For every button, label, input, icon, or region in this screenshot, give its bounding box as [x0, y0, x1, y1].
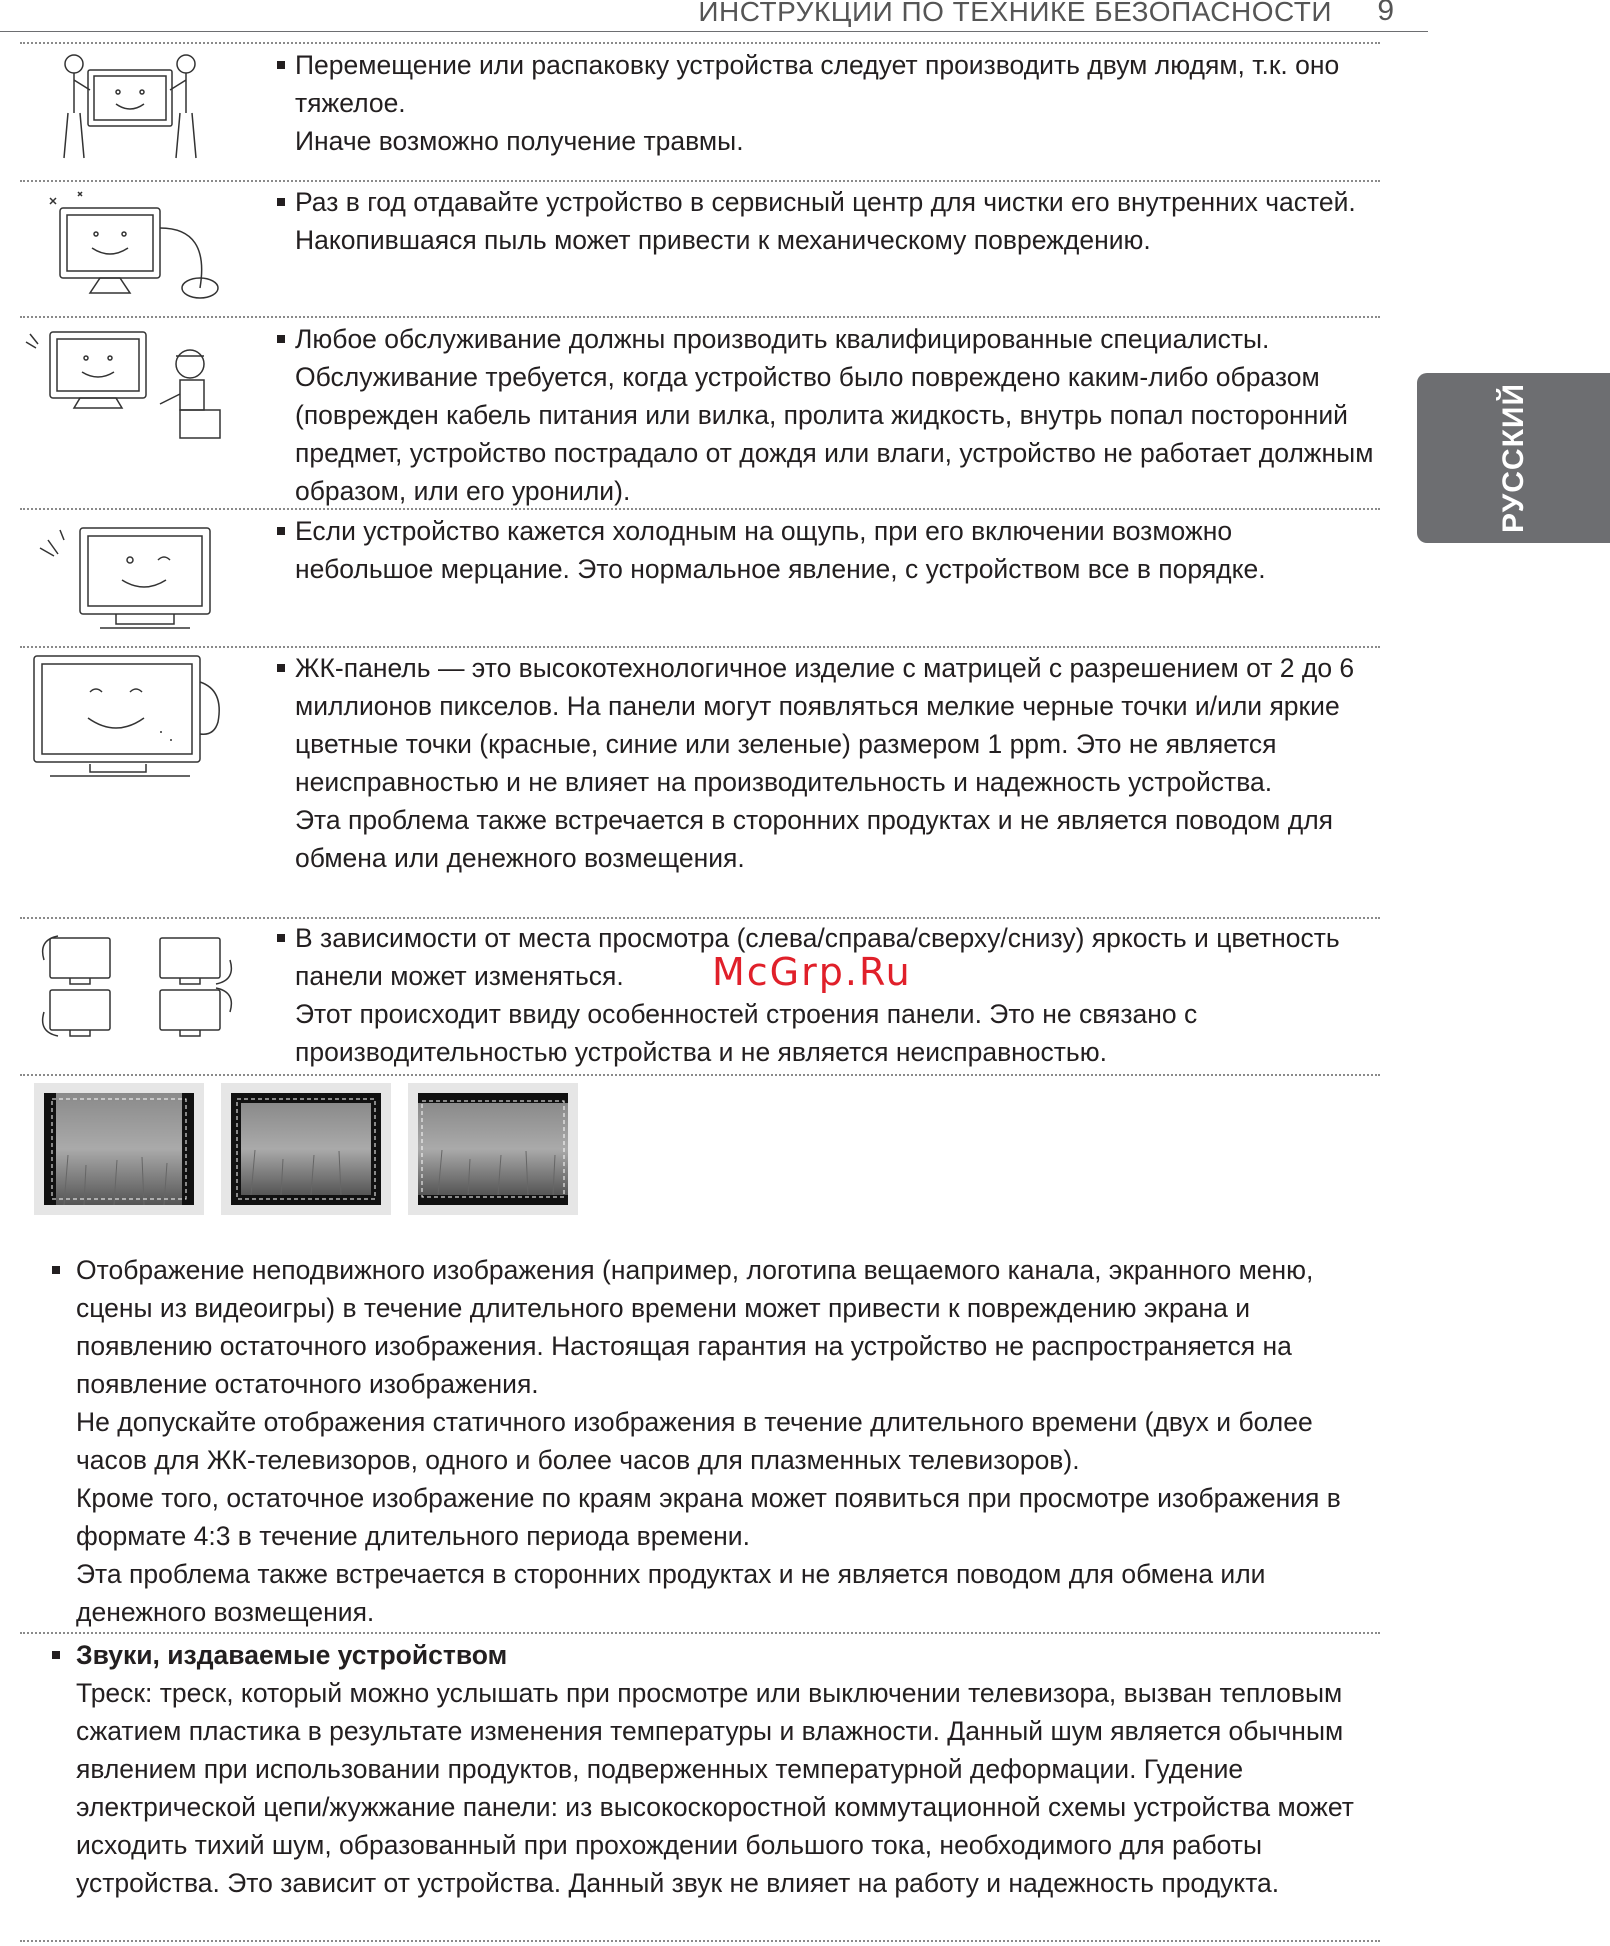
technician-service-illustration	[20, 324, 240, 449]
screen-sample-border-frame	[221, 1083, 391, 1215]
section-paragraph: Кроме того, остаточное изображение по краям экрана может появиться при просмотре изображения в формате 4:3 в течение длительного периода времени.	[76, 1483, 1341, 1551]
tv-vacuum-cleaning-illustration	[30, 188, 230, 313]
lcd-panel-pixels-illustration	[30, 652, 230, 787]
divider	[20, 1632, 1380, 1634]
safety-item	[295, 649, 1375, 877]
divider	[20, 1940, 1380, 1942]
safety-item	[295, 320, 1375, 510]
item-text: Иначе возможно получение травмы.	[295, 126, 744, 156]
divider	[20, 316, 1380, 318]
item-text: Эта проблема также встречается в сторонних продуктах и не является поводом для обмена или денежного возмещения.	[295, 805, 1334, 873]
item-text: Этот происходит ввиду особенностей строения панели. Это не связано с производительностью устройства и не является неисправностью.	[295, 999, 1198, 1067]
two-people-carrying-tv-illustration	[60, 50, 200, 170]
divider	[20, 180, 1380, 182]
sounds-section	[76, 1636, 1386, 1902]
watermark: McGrp.Ru	[712, 950, 912, 994]
item-text: В зависимости от места просмотра (слева/справа/сверху/снизу) яркость и цветность панели может изменяться.	[295, 919, 1375, 995]
safety-item	[295, 183, 1375, 259]
divider	[20, 646, 1380, 648]
item-text: Раз в год отдавайте устройство в сервисный центр для чистки его внутренних частей.	[295, 183, 1375, 221]
section-title: Звуки, издаваемые устройством	[76, 1636, 1386, 1674]
viewing-angle-illustration	[40, 930, 240, 1045]
section-paragraph: Отображение неподвижного изображения (например, логотипа вещаемого канала, экранного меню, сцены из видеоигры) в течение длительного времени может привести к повреждению экрана и появлению остаточного изображения. Настоящая гарантия на устройство не распространяется на появление остаточного изображения.	[76, 1251, 1386, 1403]
section-paragraph: Не допускайте отображения статичного изображения в течение длительного времени (двух и более часов для ЖК-телевизоров, одного и более часов для плазменных телевизоров).	[76, 1407, 1313, 1475]
language-tab	[1417, 373, 1610, 543]
screen-sample-left-right-bars	[34, 1083, 204, 1215]
safety-item	[295, 512, 1375, 588]
section-paragraph: Эта проблема также встречается в сторонних продуктах и не является поводом для обмена или денежного возмещения.	[76, 1559, 1266, 1627]
tv-flicker-illustration	[30, 518, 230, 643]
divider	[20, 42, 1380, 44]
section-paragraph: Треск: треск, который можно услышать при просмотре или выключении телевизора, вызван тепловым сжатием пластика в результате изменения температуры и влажности. Данный шум является обычным явлением при использовании продуктов, подверженных температурной деформации. Гудение электрической цепи/жужжание панели: из высокоскоростной коммутационной схемы устройства может исходить тихий шум, образованный при прохождении большого тока, необходимого для работы устройства. Это зависит от устройства. Данный звук не влияет на работу и надежность продукта.	[76, 1678, 1354, 1898]
page-number: 9	[1377, 0, 1394, 27]
page-header	[0, 0, 1428, 32]
language-tab-label: РУССКИЙ	[1496, 382, 1530, 534]
header-title: ИНСТРУКЦИИ ПО ТЕХНИКЕ БЕЗОПАСНОСТИ	[698, 0, 1332, 27]
safety-item	[295, 46, 1375, 160]
item-text: Если устройство кажется холодным на ощупь, при его включении возможно небольшое мерцание. Это нормальное явление, с устройством все в порядке.	[295, 512, 1375, 588]
still-image-section	[76, 1251, 1386, 1631]
divider	[20, 1074, 1380, 1076]
item-text: Накопившаяся пыль может привести к механическому повреждению.	[295, 225, 1151, 255]
item-text: ЖК-панель — это высокотехнологичное изделие с матрицей с разрешением от 2 до 6 миллионов пикселов. На панели могут появляться мелкие черные точки и/или яркие цветные точки (красные, синие или зеленые) размером 1 ppm. Это не является неисправностью и не влияет на производительность и надежность устройства.	[295, 649, 1375, 801]
safety-item	[295, 919, 1375, 1071]
screen-sample-top-bottom-bars	[408, 1083, 578, 1215]
item-text: Перемещение или распаковку устройства следует производить двум людям, т.к. оно тяжелое.	[295, 46, 1375, 122]
item-text: Любое обслуживание должны производить квалифицированные специалисты. Обслуживание требуется, когда устройство было повреждено каким-либо образом (поврежден кабель питания или вилка, пролита жидкость, внутрь попал посторонний предмет, устройство пострадало от дождя или влаги, устройство не работает должным образом, или его уронили).	[295, 320, 1375, 510]
